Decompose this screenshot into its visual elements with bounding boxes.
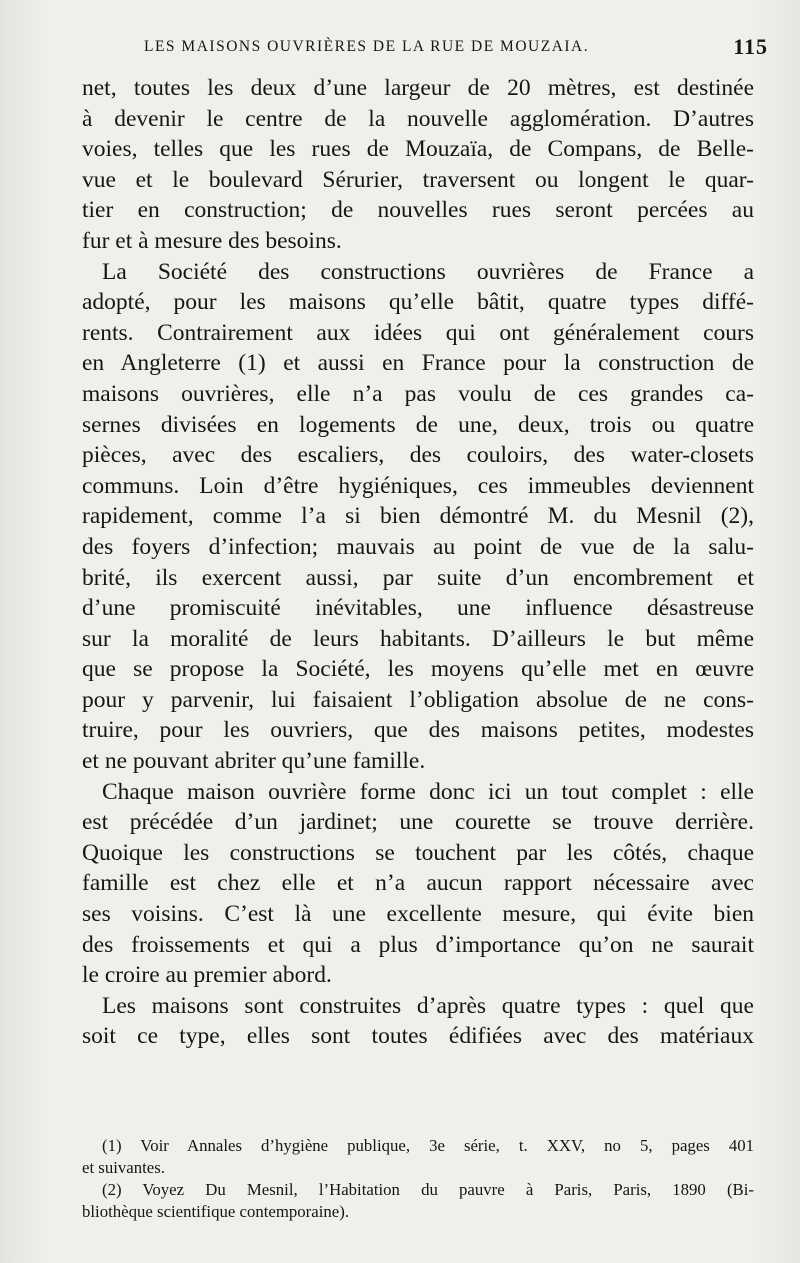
text-line: le croire au premier abord.: [82, 962, 332, 989]
text-line: voies, telles que les rues de Mouzaïa, de Compans, de Belle-: [82, 136, 754, 163]
footnote-1-continuation: et suivantes.: [82, 1158, 165, 1177]
text-line: brité, ils exercent aussi, par suite d’un encombrement et: [82, 564, 754, 591]
paragraph-start-line: La Société des constructions ouvrières de France a: [102, 258, 754, 285]
text-line: net, toutes les deux d’une largeur de 20 mètres, est destinée: [82, 75, 754, 101]
text-line: adopté, pour les maisons qu’elle bâtit, quatre types diffé-: [82, 289, 754, 316]
page-header: [80, 36, 770, 62]
text-line: ses voisins. C’est là une excellente mesure, qui évite bien: [82, 901, 754, 928]
text-line: d’une promiscuité inévitables, une influence désastreuse: [82, 595, 754, 622]
text-line: soit ce type, elles sont toutes édifiées avec des matériaux: [82, 1023, 754, 1050]
text-line: communs. Loin d’être hygiéniques, ces immeubles deviennent: [82, 472, 754, 499]
text-line: rapidement, comme l’a si bien démontré M. du Mesnil (2),: [82, 503, 754, 530]
text-line: sur la moralité de leurs habitants. D’ailleurs le but même: [82, 625, 754, 652]
footnote-2: (2) Voyez Du Mesnil, l’Habitation du pauvre à Paris, Paris, 1890 (Bi-: [102, 1180, 754, 1199]
footnote-1: (1) Voir Annales d’hygiène publique, 3e série, t. XXV, no 5, pages 401: [102, 1136, 754, 1155]
running-head: LES MAISONS OUVRIÈRES DE LA RUE DE MOUZAIA.: [144, 38, 590, 55]
text-line: à devenir le centre de la nouvelle agglomération. D’autres: [82, 105, 754, 132]
text-line: est précédée d’un jardinet; une courette se trouve derrière.: [82, 809, 754, 836]
text-line: pour y parvenir, lui faisaient l’obligation absolue de ne cons-: [82, 686, 754, 713]
page-number: 115: [733, 34, 768, 59]
text-line: fur et à mesure des besoins.: [82, 227, 342, 254]
text-line: Quoique les constructions se touchent par les côtés, chaque: [82, 839, 754, 866]
paragraph-start-line: Les maisons sont construites d’après quatre types : quel que: [102, 992, 754, 1019]
text-line: rents. Contrairement aux idées qui ont généralement cours: [82, 319, 754, 346]
text-line: tier en construction; de nouvelles rues seront percées au: [82, 197, 754, 224]
text-line: maisons ouvrières, elle n’a pas voulu de ces grandes ca-: [82, 380, 754, 407]
text-line: en Angleterre (1) et aussi en France pour la construction de: [82, 350, 754, 377]
footnote-2-continuation: bliothèque scientifique contemporaine).: [82, 1202, 350, 1221]
text-line: que se propose la Société, les moyens qu’elle met en œuvre: [82, 656, 754, 683]
text-line: pièces, avec des escaliers, des couloirs, des water-closets: [82, 442, 754, 469]
text-line: famille est chez elle et n’a aucun rapport nécessaire avec: [82, 870, 754, 897]
text-line: et ne pouvant abriter qu’une famille.: [82, 748, 426, 775]
text-line: des froissements et qui a plus d’importance qu’on ne saurait: [82, 931, 754, 958]
text-line: des foyers d’infection; mauvais au point de vue de la salu-: [82, 533, 754, 560]
paragraph-start-line: Chaque maison ouvrière forme donc ici un tout complet : elle: [102, 778, 754, 805]
body-text: [82, 73, 754, 1052]
text-line: vue et le boulevard Sérurier, traversent ou longent le quar-: [82, 166, 754, 193]
text-line: truire, pour les ouvriers, que des maisons petites, modestes: [82, 717, 754, 744]
text-line: sernes divisées en logements de une, deux, trois ou quatre: [82, 411, 754, 438]
footnotes: [82, 1135, 754, 1223]
